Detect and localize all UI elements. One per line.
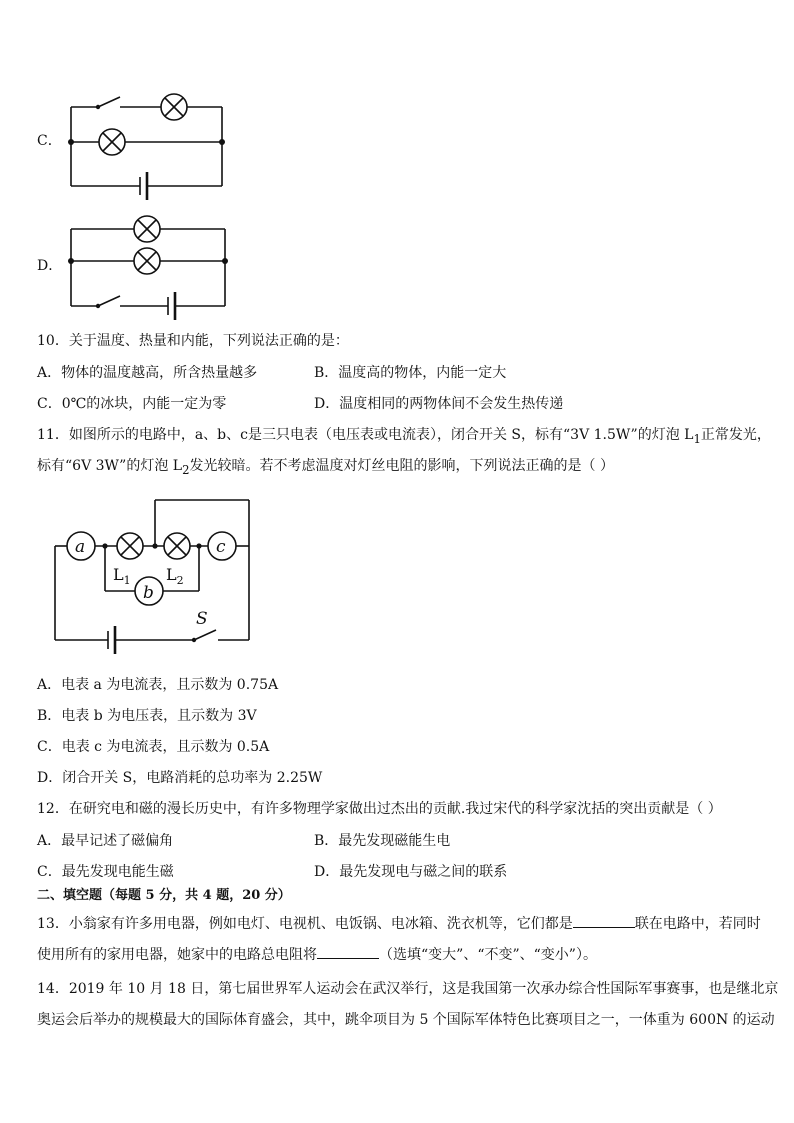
q12-stem: 12．在研究电和磁的漫长历史中，有许多物理学家做出过杰出的贡献.我过宋代的科学家沈括的突出贡献是（ ） bbox=[37, 801, 722, 817]
q12-option-d: D．最先发现电与磁之间的联系 bbox=[314, 864, 508, 880]
q12-option-c: C．最先发现电能生磁 bbox=[37, 864, 174, 880]
q10-option-d: D．温度相同的两物体间不会发生热传递 bbox=[314, 396, 564, 412]
lamp-l2 bbox=[164, 533, 190, 559]
label-l1: $L_1$ bbox=[113, 565, 131, 587]
q13-blank-1 bbox=[573, 913, 635, 928]
label-s: S bbox=[196, 609, 208, 629]
q10-option-a: A．物体的温度越高，所含热量越多 bbox=[37, 365, 258, 381]
svg-text:b: b bbox=[143, 583, 154, 603]
q14-line2: 奥运会后举办的规模最大的国际体育盛会，其中，跳伞项目为 5 个国际军体特色比赛项目之一，一体重为 600N 的运动 bbox=[37, 1012, 775, 1028]
option-c-label: C． bbox=[37, 133, 62, 149]
section-title: 二、填空题（每题 5 分，共 4 题，20 分） bbox=[37, 888, 291, 903]
meter-a bbox=[67, 532, 95, 560]
q12-option-b: B．最先发现磁能生电 bbox=[314, 833, 451, 849]
switch-s bbox=[194, 630, 216, 640]
q11-stem-line1: 11．如图所示的电路中，a、b、c是三只电表（电压表或电流表），闭合开关 S，标有“3V 1.5W”的灯泡 $L_1$正常发光， bbox=[37, 427, 771, 446]
q11-option-c: C．电表 c 为电流表，且示数为 0.5A bbox=[37, 739, 270, 755]
q10-option-b: B．温度高的物体，内能一定大 bbox=[314, 365, 507, 381]
q12-option-a: A．最早记述了磁偏角 bbox=[37, 833, 174, 849]
q13-line2: 使用所有的家用电器，她家中的电路总电阻将 （选填“变大”、“不变”、“变小”）。 bbox=[37, 944, 597, 964]
q10-stem: 10．关于温度、热量和内能，下列说法正确的是： bbox=[37, 333, 349, 349]
svg-text:a: a bbox=[75, 537, 86, 557]
q13-blank-2 bbox=[317, 944, 379, 959]
q11-stem-line2: 标有“6V 3W”的灯泡 $L_2$发光较暗。若不考虑温度对灯丝电阻的影响，下列说法正确的是（ ） bbox=[37, 458, 614, 477]
q10-option-c: C．0℃的冰块，内能一定为零 bbox=[37, 396, 227, 412]
lamp-l1 bbox=[117, 533, 143, 559]
q11-option-d: D．闭合开关 S，电路消耗的总功率为 2.25W bbox=[37, 770, 323, 786]
q11-option-b: B．电表 b 为电压表，且示数为 3V bbox=[37, 708, 257, 724]
q14-line1: 14．2019 年 10 月 18 日，第七届世界军人运动会在武汉举行，这是我国第一次承办综合性国际军事赛事，也是继北京 bbox=[37, 981, 779, 997]
q13-line1: 13．小翁家有许多用电器，例如电灯、电视机、电饭锅、电冰箱、洗衣机等，它们都是 联在电路中，若同时 bbox=[37, 913, 761, 933]
svg-text:c: c bbox=[216, 537, 226, 557]
label-l2: $L_2$ bbox=[166, 565, 184, 587]
meter-b bbox=[135, 577, 163, 605]
option-d-label: D． bbox=[37, 258, 63, 274]
meter-c bbox=[208, 532, 236, 560]
q11-option-a: A．电表 a 为电流表，且示数为 0.75A bbox=[37, 677, 279, 693]
